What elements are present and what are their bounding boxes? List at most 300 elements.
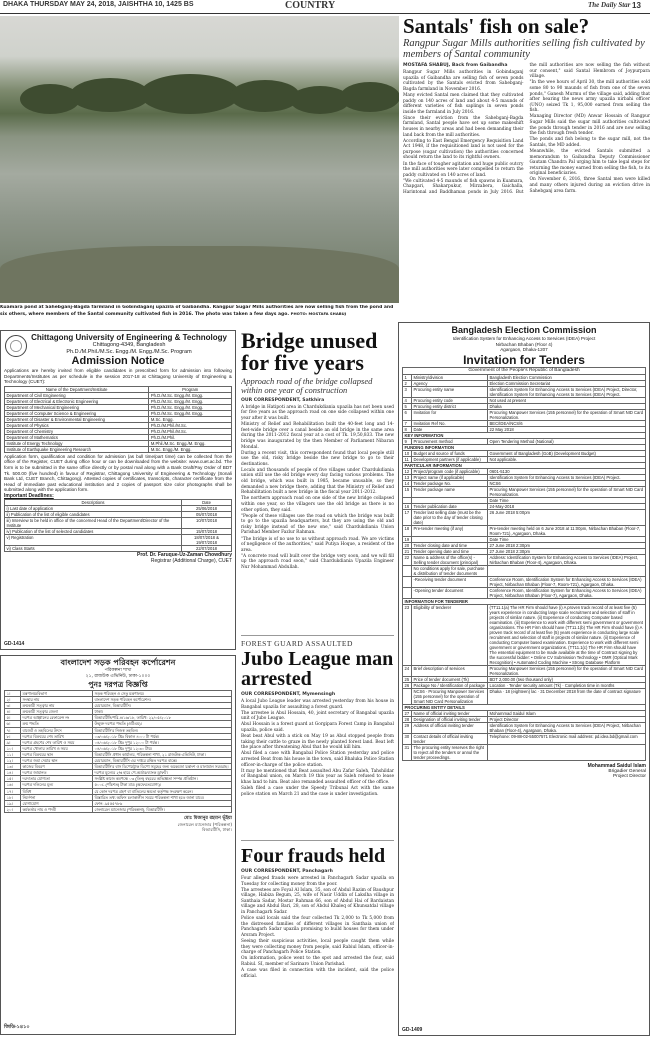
table-cell: 29: [403, 722, 412, 733]
table-cell: [403, 576, 412, 587]
table-cell: দরপত্র খোলার তারিখ ও সময়: [21, 745, 93, 751]
table-cell: ৭।: [5, 727, 21, 733]
table-cell: M.Sc. Engg./M. Engg.: [149, 446, 232, 452]
table-cell: Identification System for Enhancing Access to Services (IDEA) Project.: [488, 474, 646, 480]
table-cell: ০৪/০৬/২০১৮ খ্রিঃ দুপুর ১২:৩০ টায়।: [93, 745, 232, 751]
table-cell: vi) Class Starts: [5, 545, 182, 551]
bridge-deck: Approach road of the bridge collapsed within one year of construction: [241, 376, 373, 395]
table-cell: 18/07/2018 & 19/07/2018: [182, 534, 232, 545]
table-cell: দরপত্র মূল্যের ২% হারে পে-অর্ডার/ব্যাংক ড্রাফট।: [93, 770, 232, 776]
table-cell: বিআরটিসি/পরি-৪/১৬/১৮, তারিখ: ২২/০৫/২০১৮: [93, 715, 232, 721]
table-cell: 31: [403, 744, 412, 760]
bec-sub: Identification System for Enhancing Access to Services (IDEA) Project: [452, 336, 596, 341]
table-cell: Ph.D./M.Sc. Engg./M. Engg.: [149, 398, 232, 404]
paragraph: The arrestees are Foyal Al Islam, 35, son of Abdul Razim of Baushpur village, Habiza Begum, 25, wife of Nasir Uddin of Lakslha village in Santhaia Sadar, Mostar Rahman 66, son of Abdul Hai of Bardaistan village and Abdul Bari, 28, son of Abdul Khaleq of Khunsatdal village in Panchagarh Sadar.: [241, 887, 394, 916]
paragraph: "The bridge is of no use to us without approach road. We are victims of negligence of the authorities," said Putiya Hoque, a resident of the area.: [241, 536, 394, 553]
table-cell: Department of Mechanical Engineering: [5, 404, 149, 410]
table-cell: Department of Physics: [5, 422, 149, 428]
bec-address-2: Agargaon, Dhaka-1207: [500, 347, 548, 353]
brtc-tender-notice: [0, 655, 236, 1035]
table-cell: Department of Chemistry: [5, 428, 149, 434]
table-cell: Name & address of the office(s) - Selling tender document (principal): [412, 554, 488, 565]
divider: [241, 635, 394, 636]
bec-signatory-rank: Brigadier General: [608, 768, 646, 774]
cuet-signatory-title: Registrar (Additional Charge), CUET: [150, 557, 232, 564]
page-number: 13: [632, 1, 641, 10]
table-cell: Ph.D./M.Phil./M.Sc.: [149, 428, 232, 434]
bridge-headline: Bridge unused for five years: [241, 330, 378, 375]
table-cell: 13: [403, 474, 412, 480]
bec-gov: Government of the People's Republic of Bangladesh: [402, 367, 646, 374]
table-cell: Open Tendering Method (National): [488, 438, 646, 444]
table-cell: Identification System for Enhancing Access to Services (IDEA) Project, Director, Identification System for Enhancing Access to Services (IDEA) Project.: [488, 386, 646, 397]
paragraph: Saleh filed a case under the Speedy Tribunal Act with the same police station on March 21 and the case is under investigation.: [241, 785, 394, 797]
table-cell: iii) Interview to be held in office of the concerned Head of the Department/Director of the Institute: [5, 517, 182, 528]
paragraph: According to East Bengal Emergency Requisition Land Act 1948, if the requisitioned land is not used for the purpose (sugar cultivation) the authorities concerned should return the land to its rightful owners.: [403, 138, 524, 161]
table-cell: দরপত্র জামানত: [21, 770, 93, 776]
table-cell: 10: [403, 450, 412, 456]
table-cell: ১২।: [5, 758, 21, 764]
photo-caption: [0, 305, 399, 327]
table-cell: Procuring Manpower Services (155 personnel) for the operation of Smart NID Card Personalization.: [488, 409, 646, 420]
table-cell: Procuring entity code: [412, 397, 488, 403]
table-cell: Department of Disaster & Environmental Engineering: [5, 416, 149, 422]
table-cell: দরপত্র গ্রহণের শেষ তারিখ ও সময়: [21, 739, 93, 745]
brtc-org: বাংলাদেশ সড়ক পরিবহন কর্পোরেশন: [60, 658, 176, 667]
table-cell: Eligibility of tenderer: [412, 604, 488, 665]
table-cell: Date Time: [488, 497, 646, 503]
paragraph: The northern approach road on one side of the new bridge collapsed within one year, so the villagers use the old bridge as there is no other option, they said.: [241, 496, 394, 513]
bridge-article: [241, 330, 394, 632]
table-cell: Not used at present: [488, 397, 646, 403]
paragraph: It may be mentioned that Beat assaulted Abu Zafar Saleh, Tahshildar of Bangabal union, on March 19 this year as Saleh refused to lease khas land to him. Beat also remanded assaulted officer of the office.: [241, 768, 394, 785]
table-cell: 21: [403, 548, 412, 554]
table-row: [403, 587, 646, 598]
table-cell: দরপত্র আহ্বানের রেফারেন্স নং: [21, 715, 93, 721]
table-cell: যে কোন দরপত্র গ্রহণ বা বাতিলের ক্ষমতা কর্তৃপক্ষ সংরক্ষণ করেন।: [93, 788, 232, 794]
paragraph: Abul Hossain is a forest guard at Gorgipara Forest Camp in Bangabal upazila, police said.: [241, 722, 394, 733]
section-heading: PROCURING ENTITY DETAILS: [403, 704, 646, 710]
table-cell: Conference Room, Identification System for Enhancing Access to Services (IDEA) Project, Nirbachan Bhaban (Floor-7, Room-721), Agargaon, Dhaka.: [488, 576, 646, 587]
table-cell: Budget and source of funds: [412, 450, 488, 456]
brtc-signatory-title: জেনারেল ম্যানেজার (পরিকল্পনা): [177, 821, 232, 827]
paragraph: In the face of tougher agitation and huge public outcry the mill authorities were later compelled to return the paddy cultivated on 140 acres of land.: [403, 161, 524, 178]
table-cell: যোগাযোগ: [21, 800, 93, 806]
table-cell: ৪।: [5, 709, 21, 715]
bec-signatory: Mohammad Saidul Islam: [587, 762, 646, 769]
table-cell: 23: [403, 604, 412, 665]
table-cell: ০৪/০৬/২০১৮ খ্রিঃ দুপুর ১২:০০ টা পর্যন্ত।: [93, 739, 232, 745]
table-cell: 17: [403, 509, 412, 525]
bec-address: Nirbachan Bhaban (Floor 4): [495, 341, 553, 347]
paragraph: A bridge in Hatipoti area in Chardukdiania upazila has not been used for five years as the approach road on one side collapsed within one year after it was built.: [241, 404, 394, 422]
dateline: DHAKA THURSDAY MAY 24, 2018, JAISHTHA 10, 1425 BS: [3, 1, 194, 8]
table-cell: Institute of Energy Technology: [5, 440, 149, 446]
table-cell: Dhaka: [488, 403, 646, 409]
frauds-byline: OUR CORRESPONDENT, Panchagarh: [241, 869, 333, 874]
table-cell: 22: [403, 554, 412, 565]
table-cell: Bangladesh Election Commission: [488, 374, 646, 380]
table-row: [403, 576, 646, 587]
table-cell: ii) Publication of the list of eligible candidates: [5, 511, 182, 517]
table-cell: ৫০০/- (পাঁচশত) টাকা মাত্র (অফেরতযোগ্য)।: [93, 782, 232, 788]
table-cell: ক্রয়কারী সত্ত্বার জেলা: [21, 709, 93, 715]
table-header: Descriptions: [5, 499, 182, 505]
table-cell: বিআরটিসি'র বাস ডিপো/ট্রাক ডিপো সমূহের জন্য অকেজো যন্ত্রাংশ ও মালামাল সরবরাহ।: [93, 764, 232, 770]
jubo-article: [241, 639, 394, 837]
table-row: [403, 604, 646, 665]
table-cell: v) Registration: [5, 534, 182, 545]
table-cell: 24: [403, 665, 412, 676]
table-cell: Invitation Ref No.: [412, 420, 488, 426]
table-cell: Pre-tender meeting held on 6 June 2018 at 11:00pm, Nirbachan Bhaban (Floor-7, Room-721), Agargaon, Dhaka.: [488, 525, 646, 536]
table-cell: Department of Electrical & Electronic Engineering: [5, 398, 149, 404]
cuet-address: Chittagong-4349, Bangladesh: [92, 342, 166, 348]
table-cell: Invitation for: [412, 409, 488, 420]
table-cell: Ph.D./M.Phil.: [149, 434, 232, 440]
table-cell: Procuring entity name: [412, 386, 488, 397]
jubo-headline: Jubo League man arrested: [241, 648, 394, 690]
table-cell: ৮।: [5, 733, 21, 739]
table-cell: সংশ্লিষ্ট কাজে কমপক্ষে ০৩ (তিন) বছরের অভিজ্ঞতা সম্পন্ন প্রতিষ্ঠান।: [93, 776, 232, 782]
table-cell: সড়ক পরিবহন ও সেতু মন্ত্রণালয়।: [93, 691, 232, 697]
table-cell: Not applicable.: [488, 456, 646, 462]
table-cell: বিস্তারিত তথ্য অফিস চলাকালীন সময়ে পরিকল্পনা শাখা হতে জানা যাবে।: [93, 794, 232, 800]
table-cell: 16: [403, 503, 412, 509]
table-cell: দরপত্র জমা দেয়ার স্থান: [21, 758, 93, 764]
table-cell: 27 June 2018 2:30pm: [488, 548, 646, 554]
table-row: [403, 682, 646, 688]
table-cell: চেয়ারম্যান, বিআরটিসি এর দপ্তরে রক্ষিত দরপত্র বাক্সে।: [93, 758, 232, 764]
table-cell: 4: [403, 397, 412, 403]
table-cell: 14: [403, 480, 412, 486]
table-cell: 26 June 2018 5:00pm: [488, 509, 646, 525]
santals-body: [403, 63, 650, 306]
bec-table: [402, 374, 646, 761]
table-cell: দরপত্র দলিলের মূল্য: [21, 782, 93, 788]
table-cell: মন্ত্রণালয়/বিভাগ: [21, 691, 93, 697]
table-cell: Institute of Earthquake Engineering Research: [5, 446, 149, 452]
table-cell: দরপত্র বিক্রয়ের শেষ তারিখ: [21, 733, 93, 739]
paragraph: The arrestee is Abul Hossain, 40, joint secretary of Bangabal upazila unit of Jubo League.: [241, 710, 394, 722]
table-cell: NCS6: [488, 480, 646, 486]
santals-headline: Santals' fish on sale?: [403, 16, 590, 38]
paragraph: During a recent visit, this correspondent found that local people still use the old, risky bridge beside the new bridge to go to their destinations.: [241, 450, 394, 467]
table-cell: M.Sc. Engg.: [149, 416, 232, 422]
table-cell: [488, 744, 646, 760]
table-cell: সংস্থার নাম: [21, 697, 93, 703]
paragraph: Locals and thousands of people of five villages under Chardukdiania union still use the old bridge every day facing various problems. The old bridge, which was built in 1985, became unusable, so they demanded a new bridge there, adding that the Ministry of Relief and Rehabilitation built a new bridge in the fiscal year 2011-2012.: [241, 467, 394, 496]
table-cell: 1: [403, 374, 412, 380]
paragraph: Rangpur Sugar Mills authorities in Gobindaganj upazila of Gaibandha are selling fish of seven ponds cultivated by the Santals evicted from Sahebganj-Bagda farmland in November 2016.: [403, 70, 524, 92]
table-cell: Ph.D./M.Sc. Engg./M. Engg.: [149, 410, 232, 416]
cuet-deadline-table: [4, 499, 232, 552]
paragraph: The ponds and fish belong to the sugar mill, not the Santals, the MD added.: [529, 137, 650, 148]
table-row: [403, 565, 646, 576]
table-cell: Department of Mathematics: [5, 434, 149, 440]
bridge-body: [241, 398, 394, 571]
table-cell: 26: [403, 682, 412, 688]
jubo-byline: OUR CORRESPONDENT, Mymensingh: [241, 692, 336, 697]
table-header: Program: [149, 386, 232, 392]
table-cell: Tender package No.: [412, 480, 488, 486]
paragraph: Ministry of Relief and Rehabilitation built the 40-feet long and 14-feet-wide bridge over a canal beside an old bridge in the same area during the 2011-2012 fiscal year at a cost of Tk. 19,50,833. The new bridge was inaugurated by the then Member of Parliament Nibaran Mondal.: [241, 422, 394, 450]
table-cell: ১১।: [5, 751, 21, 757]
table-cell: 8: [403, 426, 412, 432]
table-cell: Ministry/division: [412, 374, 488, 380]
table-cell: 11: [403, 456, 412, 462]
divider: [241, 840, 394, 841]
table-cell: 6: [403, 409, 412, 420]
bec-tender-notice: [398, 322, 650, 1036]
table-cell: বাজেট ও তহবিলের উৎস: [21, 727, 93, 733]
table-cell: ১।: [5, 691, 21, 697]
paragraph: Managing Director (MD) Anwar Hossain of Rangpur Sugar Mills said the sugar mill authorities cultivated the ponds through tender in 2016 and are now selling the fish through fresh tender.: [529, 114, 650, 137]
table-cell: Price of tender document (Tk): [412, 676, 488, 682]
table-cell: Mohammad Saidul Islam: [488, 710, 646, 716]
cuet-programs: Ph.D./M.Phil./M.Sc. Engg./M. Engg./M.Sc. Program: [66, 348, 192, 355]
cuet-signatory: Prof. Dr. Faruque-Uz-Zaman Chowdhury: [136, 551, 232, 558]
table-cell: 22 May 2018: [488, 426, 646, 432]
table-cell: Procuring Manpower Services (155 personnel) for the operation of Smart NID Card Personalization.: [488, 486, 646, 497]
table-cell: জেনারেল ম্যানেজার (পরিকল্পনা), বিআরটিসি।: [93, 806, 232, 812]
table-cell: ১৩।: [5, 764, 21, 770]
table-cell: Ph.D./M.Sc. Engg./M. Engg.: [149, 404, 232, 410]
cuet-program-table: [4, 386, 232, 453]
table-cell: Tender publication date: [412, 503, 488, 509]
table-cell: 5: [403, 403, 412, 409]
table-cell: Development partners (if applicable): [412, 456, 488, 462]
cuet-logo-icon: [5, 335, 27, 357]
table-cell: Department of Civil Engineering: [5, 392, 149, 398]
table-cell: ক্রয় পদ্ধতি: [21, 721, 93, 727]
brtc-table: [4, 690, 232, 813]
table-cell: ৬।: [5, 721, 21, 727]
table-header: Name of the Department/Institute: [5, 386, 149, 392]
paragraph: "A concrete road will built over the bridge very soon, and we will fill up the approach road soon," said Chardukdiania Upazila Engineer Nur Mohammad Abdullah.: [241, 553, 394, 570]
paragraph: On November 6, 2016, three Santal men were killed and many others injured during an eviction drive in Sahebganj area farm.: [529, 177, 650, 194]
table-cell: Tender package name: [412, 486, 488, 497]
table-cell: 24-May-2018: [488, 503, 646, 509]
deadlines-heading: Important Deadlines:: [4, 492, 54, 499]
table-cell: 19: [403, 536, 412, 542]
table-row: [403, 486, 646, 497]
table-cell: ফোন: ৯৫৫৫৭৮৬: [93, 800, 232, 806]
table-cell: Procuring entity district: [412, 403, 488, 409]
brtc-title: পুনঃ দরপত্র বিজ্ঞপ্তি: [88, 680, 148, 689]
table-cell: Project Director: [488, 716, 646, 722]
brtc-signatory: মোঃ মিজানুর রহমান ভূঁইয়া: [184, 815, 232, 821]
table-cell: দরপত্র বিক্রয়ের স্থান: [21, 751, 93, 757]
table-cell: 15/07/2018: [182, 528, 232, 534]
table-row: [403, 409, 646, 420]
paragraph: A case was filed in connection with the incident, said the police official.: [241, 968, 394, 979]
cuet-intro: Applications are hereby invited from eligible candidates in prescribed form for admission into following Departments/Institutes as per schedule in the session 2017-18 at Chittagong University of Engineering & Technology (CUET):: [4, 368, 232, 385]
jubo-body: [241, 692, 394, 797]
table-cell: Address: Identification System for Enhancing Access to Services (IDEA) Project, Nirbachan Bhaban (Floor-4), Agargaon, Dhaka.: [488, 554, 646, 565]
table-row: [403, 509, 646, 525]
paragraph: Many evicted Santal men claimed that they cultivated paddy on 140 acres of land and about 4-5 maunds of different varieties of fish saplings in seven ponds inside the farmland in July 2016.: [403, 92, 524, 115]
table-row: [403, 665, 646, 676]
section-heading: PARTICULAR INFORMATION: [403, 462, 646, 468]
table-cell: [403, 688, 412, 704]
paragraph: Since their eviction from the Sahebganj-Bagda farmland, Santal people have set up some makeshift houses in nearby areas and had been demanding their land back from the mill authorities.: [403, 115, 524, 138]
table-row: [5, 764, 232, 770]
table-cell: ১৮।: [5, 794, 21, 800]
table-cell: Procurement method: [412, 438, 488, 444]
table-row: [403, 474, 646, 480]
table-row: [403, 386, 646, 397]
table-cell: 18: [403, 525, 412, 536]
table-cell: 12: [403, 468, 412, 474]
table-cell: (TT11.1(a) The HR Firm should have (i) A proven track record of at least five (5) years experience in conducting large scale recruitment and selection of staff in projects of similar nature. (ii) Experience of conducting Computer based examination. (iii) Experience to work with different semi government or government organizations. The HR Firm should have (TT11.1(b) The HR Firm should have (i) A proven track record of at least five (5) years experience in conducting large scale recruitment and selection of staff in projects of similar nature. (ii) Experience of conducting Computer based examination. Experience to work with different semi government or government organizations. (TT11.1(c) The HR Firm should have The essential equipment to be made available at the time of Contract signing by the successful bidder: • Online CV Submission Technology • OMR (Optical Mark Recognition) • Automated Coding Machine • Strong Database Platform: [488, 604, 646, 665]
brtc-signatory-org: বিআরটিসি, ঢাকা।: [201, 827, 232, 833]
table-cell: 27 June 2018 2:30pm: [488, 542, 646, 548]
section-heading: FUNDING INFORMATION: [403, 444, 646, 450]
table-cell: 25: [403, 676, 412, 682]
table-cell: ঢাকা।: [93, 709, 232, 715]
table-cell: M.Phil./M.Sc. Engg./M. Engg.: [149, 440, 232, 446]
brtc-address: ২১, রাজউক এভিনিউ, ঢাকা-১০০০: [85, 674, 151, 679]
table-cell: ২০।: [5, 806, 21, 812]
table-row: [403, 688, 646, 704]
section-heading: KEY INFORMATION: [403, 432, 646, 438]
table-cell: Tender closing date and time: [412, 542, 488, 548]
paragraph: Abul filed a case with Bangabal Police Station yesterday and police arrested Beat from his house in the town, said Bhaluka Police Station officer-in-charge of the police station.: [241, 751, 394, 768]
table-cell: [403, 587, 412, 598]
table-row: [403, 744, 646, 760]
table-cell: -Receiving tender document: [412, 576, 488, 587]
table-cell: Ph.D./M.Sc. Engg./M. Engg.: [149, 392, 232, 398]
table-cell: Procuring Manpower Services (155 personnel) for the operation of Smart NID Card Personalization.: [488, 665, 646, 676]
masthead: [0, 0, 650, 14]
table-cell: iv) Publication of the list of selected candidates: [5, 528, 182, 534]
santals-deck: Rangpur Sugar Mills authorities selling fish cultivated by members of Santal community: [403, 38, 645, 61]
bec-signatory-role: Project Director: [612, 774, 646, 780]
ad-code: GD-1414: [4, 641, 25, 647]
table-row: [403, 525, 646, 536]
table-cell: Brief description of services: [412, 665, 488, 676]
table-row: [5, 446, 232, 452]
table-row: [5, 751, 232, 757]
frauds-headline: Four frauds held: [241, 846, 386, 867]
jubo-kicker: FOREST GUARD ASSAULTED: [241, 639, 353, 648]
newspaper-logo: The Daily Star: [588, 1, 631, 9]
table-row: [5, 534, 232, 545]
table-cell: 9: [403, 438, 412, 444]
paragraph: "People of these villages use the road on which the bridge was built to go to the upazila headquarters, but they are using the old and risky bridge instead of the new one," said Chardukdiania Union Parishad Member Fazlur Rahman.: [241, 513, 394, 536]
table-cell: 28: [403, 716, 412, 722]
table-cell: বিবিধ: [21, 788, 93, 794]
table-cell: [403, 565, 412, 576]
santals-byline: MOSTAFA SHABUJ, Back from Gaibandha: [403, 63, 508, 69]
table-cell: বিআরটিসি প্রধান কার্যালয়, পরিকল্পনা শাখা, ২১ রাজউক এভিনিউ, ঢাকা।: [93, 751, 232, 757]
table-cell: Tender opening date and time: [412, 548, 488, 554]
table-cell: 2: [403, 380, 412, 386]
table-cell: Identification System for Enhancing Access to Services (IDEA) Project, Nirbachan Bhaban (Floor-4), Agargaon, Dhaka.: [488, 722, 646, 733]
bridge-byline: OUR CORRESPONDENT, Satkhira: [241, 397, 325, 403]
section-heading: INFORMATION FOR TENDERER: [403, 598, 646, 604]
table-cell: ১৭।: [5, 788, 21, 794]
table-cell: কাজের বিবরণ: [21, 764, 93, 770]
table-cell: Government of Bangladesh (GoB) (Development Budget): [488, 450, 646, 456]
table-cell: The procuring entity reserves the right to reject all the tenders or annul the tender proceedings.: [412, 744, 488, 760]
table-cell: 25/06/2018: [182, 505, 232, 511]
table-cell: বিআরটিসি'র নিজস্ব তহবিল।: [93, 727, 232, 733]
table-cell: Telephone: 09-88-02-55007571 Electronic mail address: pd.idea.bd@gmail.com: [488, 733, 646, 744]
table-cell: Address of official inviting tender: [412, 722, 488, 733]
table-row: [403, 554, 646, 565]
paragraph: Four alleged frauds were arrested in Panchagarh Sadar upazila on Tuesday for collecting money from the poor.: [241, 876, 394, 887]
table-cell: No conditions apply for sale, purchase & distribution of tender documents: [412, 565, 488, 576]
photo-credit: PHOTO: MOSTAFA SHABUJ: [290, 310, 347, 316]
paragraph: "In the wee hours of April 30, the mill authorities sold some 80 to 90 maunds of fish from one of the seven ponds," Ganesh Murmu of the village said, adding that after hearing the news army upazila nirbahi officer (UNO) seized Tk 1, 95,000 earned from selling the fish.: [529, 80, 650, 114]
table-cell: ক্রয়কারী সত্ত্বার নাম: [21, 703, 93, 709]
table-cell: 7: [403, 420, 412, 426]
table-cell: ৫।: [5, 715, 21, 721]
table-cell: [488, 565, 646, 576]
table-cell: Project name (if applicable): [412, 474, 488, 480]
table-cell: ১০।: [5, 745, 21, 751]
table-cell: চেয়ারম্যান, বিআরটিসি।: [93, 703, 232, 709]
table-cell: ১৯।: [5, 800, 21, 806]
table-cell: Name of official inviting tender: [412, 710, 488, 716]
table-cell: ২।: [5, 697, 21, 703]
table-cell: বাংলাদেশ সড়ক পরিবহন কর্পোরেশন।: [93, 697, 232, 703]
section-title: COUNTRY: [285, 0, 336, 11]
table-cell: Contact details of official inviting tender: [412, 733, 488, 744]
paragraph: Police said locals said the four collected Tk 2,000 to Tk 5,000 from the distressed families of different villages in Santhaia union of Panchagarh Sadar upazila promising to build houses for them under Arsram Project.: [241, 916, 394, 938]
table-row: [5, 545, 232, 551]
table-row: [5, 517, 232, 528]
table-cell: BEC/IDEA/NCS/6: [488, 420, 646, 426]
table-cell: i) Last date of application: [5, 505, 182, 511]
table-cell: ১৪।: [5, 770, 21, 776]
ad-code: জিডি-১৪১০: [4, 1024, 30, 1030]
paragraph: Meanwhile, the evicted Santals submitted a memorandum to Gaibandha Deputy Commissioner Gautam Chandra Pal urging him to take legal steps for returning the money earned from selling the fish, to its original beneficiaries.: [529, 148, 650, 177]
ad-code: GD-1409: [402, 1027, 423, 1033]
table-row: [5, 776, 232, 782]
table-cell: কর্মকর্তার নাম ও পদবী: [21, 806, 93, 812]
table-cell: ৩।: [5, 703, 21, 709]
paragraph: "We cultivated 4-5 maunds of fish spawns in Kuamara, Chapgari, Shakarpukur, Mirzabera, Gaichalla, Harintonal and Baddhaman ponds in July 2016. But the mill authorities are now selling the fish without our consent," said Santal Hembrom of Joypurpara village.: [403, 63, 650, 195]
paragraph: On information, police went to the spot and arrested the four, said Rabiul. SI, member of Sarinaro Union Parishad.: [241, 956, 394, 967]
table-cell: -Opening tender document: [412, 587, 488, 598]
table-row: [5, 806, 232, 812]
table-cell: Location · Tender security amount (Tk) · Completion time in months: [488, 682, 646, 688]
table-cell: 27: [403, 710, 412, 716]
cuet-body: Application form, qualification and condition for admission (as bull time/part time) can be collected from the office of the Register, CUET during office hour or can be downloaded from the website: www.cuet.ac.bd. The form is to be submitted in the same office directly or by postal mail along with a Bank Draft/Pay Order of BDT Tk. 500.00 (five hundred) in favour of Registrar, Chittagong University of Engineering & Technology (Sonali Bank Ltd, CUET Branch, Chittagong). Attested copies of certificates, transcripts, character certificate from the Head of immediate past educational institution and 2 copies of passport size color photographs shall be submitted along with the application form.: [4, 453, 232, 493]
table-cell: Date: [412, 426, 488, 432]
table-cell: NCS6 · Procuring Manpower Services (155 personnel) for the operation of Smart NID Card Personalization: [412, 688, 488, 704]
cuet-title: Chittagong University of Engineering & Technology: [31, 333, 227, 342]
table-cell: নির্দেশনা: [21, 794, 93, 800]
table-row: [403, 733, 646, 744]
table-cell: 05/07/2018: [182, 511, 232, 517]
table-cell: ১৫।: [5, 776, 21, 782]
paragraph: Seeing their suspicious activities, local people caught them while they were collecting money from people, said Rabiul Islam, officer-in-charge of Panchagarh Police Station.: [241, 939, 394, 956]
table-cell: উন্মুক্ত দরপত্র পদ্ধতি (ওটিএম)।: [93, 721, 232, 727]
table-cell: 15: [403, 486, 412, 497]
table-cell: Date Time: [488, 536, 646, 542]
paragraph: A local Jubo League leader was arrested yesterday from his house in Bangabal upazila for assaulting a forest guard.: [241, 699, 394, 710]
table-cell: Election Commission Secretariat: [488, 380, 646, 386]
table-cell: ০৩/০৬/২০১৮ খ্রিঃ বিকাল ৪:০০ টা পর্যন্ত।: [93, 733, 232, 739]
paragraph: Beat beat Abul with a stick on May 19 as Abul stopped people from taking their cattle to graze in the newly planted forest land. Beat left the place after threatening Abul that he would kill him.: [241, 734, 394, 751]
table-cell: 0601-5130: [488, 468, 646, 474]
bec-heading: Invitation for Tenders: [463, 352, 585, 367]
table-cell: 30: [403, 733, 412, 744]
